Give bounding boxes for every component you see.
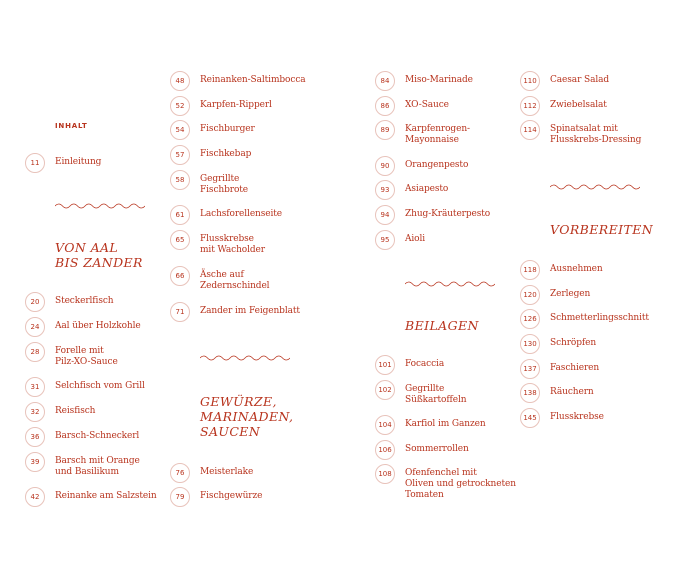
page-number: 52 [170,96,190,116]
section-heading: VON AAL BIS ZANDER [55,240,143,270]
page-number: 42 [25,487,45,507]
entry-label: Ofenfenchel mit Oliven und getrockneten Tomaten [405,468,516,500]
page-number: 84 [375,71,395,91]
wave-divider [405,280,495,288]
page-number: 86 [375,96,395,116]
section-heading: BEILAGEN [405,318,479,333]
entry-label: Karpfen-Ripperl [200,100,272,110]
page-number: 126 [520,309,540,329]
page-number: 112 [520,96,540,116]
page-number: 65 [170,230,190,250]
toc-column-1 [25,0,165,567]
entry-label: Flusskrebse [550,412,604,422]
entry-label: Fischburger [200,124,255,134]
page-number: 114 [520,120,540,140]
entry-label: Forelle mit Pilz-XO-Sauce [55,346,118,367]
entry-label: Aioli [405,234,426,244]
entry-label: Zerlegen [550,289,591,299]
page-number: 39 [25,452,45,472]
entry-label: Barsch-Schneckerl [55,431,140,441]
entry-label: Karfiol im Ganzen [405,419,486,429]
toc-column-4 [520,0,660,567]
page-number: 76 [170,463,190,483]
entry-label: Barsch mit Orange und Basilikum [55,456,140,477]
page-number: 93 [375,180,395,200]
page-number: 118 [520,260,540,280]
entry-label: Zwiebelsalat [550,100,607,110]
page-number: 31 [25,377,45,397]
entry-label: Sommerrollen [405,444,469,454]
wave-divider [55,202,145,210]
page-number: 48 [170,71,190,91]
entry-label: Spinatsalat mit Flusskrebs-Dressing [550,124,642,145]
entry-label: Räuchern [550,387,594,397]
entry-label: Reinanken-Saltimbocca [200,75,306,85]
entry-label: Zhug-Kräuterpesto [405,209,491,219]
page-number: 104 [375,415,395,435]
page-number: 71 [170,302,190,322]
entry-label: XO-Sauce [405,100,449,110]
entry-label: Reinanke am Salzstein [55,491,157,501]
page-number: 79 [170,487,190,507]
toc-column-2 [170,0,310,567]
entry-label: Aal über Holzkohle [55,321,141,331]
entry-label: Schröpfen [550,338,597,348]
page-title: INHALT [55,122,88,130]
page-number: 54 [170,120,190,140]
entry-label: Gegrillte Fischbrote [200,174,249,195]
page-number: 11 [25,153,45,173]
toc-column-3 [375,0,515,567]
page-number: 110 [520,71,540,91]
entry-label: Reisfisch [55,406,96,416]
page-number: 95 [375,230,395,250]
entry-label: Karpfenrogen- Mayonnaise [405,124,470,145]
page-number: 32 [25,402,45,422]
wave-divider [550,183,640,191]
page-number: 145 [520,408,540,428]
entry-label: Flusskrebse mit Wacholder [200,234,265,255]
section-heading: VORBEREITEN [550,222,654,237]
page-number: 106 [375,440,395,460]
entry-label: Fischgewürze [200,491,263,501]
entry-label: Orangenpesto [405,160,469,170]
page-number: 24 [25,317,45,337]
entry-label: Caesar Salad [550,75,610,85]
entry-label: Steckerlfisch [55,296,114,306]
page-number: 130 [520,334,540,354]
page-number: 20 [25,292,45,312]
page-number: 66 [170,266,190,286]
entry-label: Fischkebap [200,149,252,159]
page-number: 102 [375,380,395,400]
entry-label: Meisterlake [200,467,254,477]
page-number: 137 [520,359,540,379]
page-number: 120 [520,285,540,305]
entry-label: Schmetterlingsschnitt [550,313,649,323]
entry-label: Miso-Marinade [405,75,473,85]
entry-label: Asiapesto [405,184,449,194]
page-number: 94 [375,205,395,225]
page-number: 90 [375,156,395,176]
page-number: 57 [170,145,190,165]
wave-divider [200,354,290,362]
entry-label: Ausnehmen [550,264,603,274]
entry-label: Äsche auf Zedernschindel [200,270,270,291]
page-number: 89 [375,120,395,140]
page-number: 28 [25,342,45,362]
entry-label: Focaccia [405,359,445,369]
page-number: 61 [170,205,190,225]
page-number: 36 [25,427,45,447]
entry-label: Selchfisch vom Grill [55,381,145,391]
entry-label: Einleitung [55,157,102,167]
entry-label: Zander im Feigenblatt [200,306,300,316]
entry-label: Lachsforellenseite [200,209,283,219]
section-heading: GEWÜRZE, MARINADEN, SAUCEN [200,394,294,439]
entry-label: Faschieren [550,363,600,373]
entry-label: Gegrillte Süßkartoffeln [405,384,467,405]
page-number: 101 [375,355,395,375]
page-number: 58 [170,170,190,190]
page-number: 108 [375,464,395,484]
page-number: 138 [520,383,540,403]
